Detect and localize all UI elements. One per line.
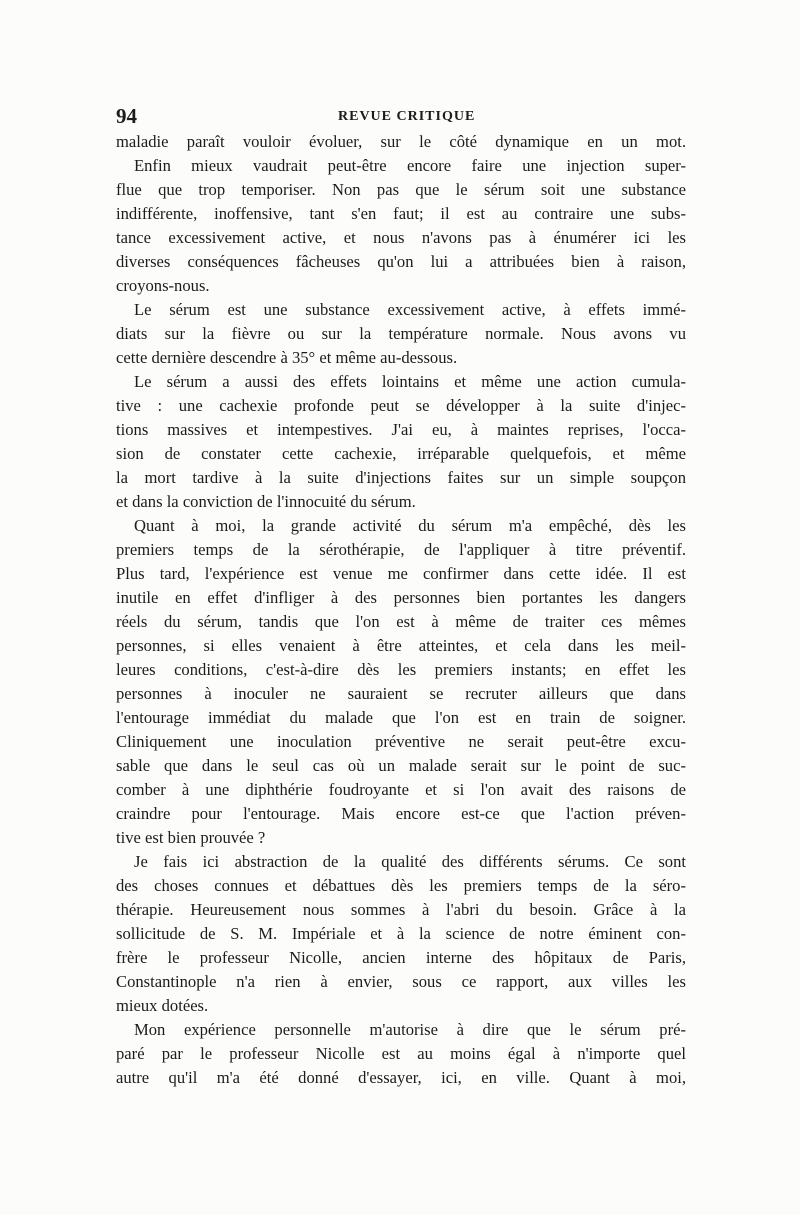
- text-line: paré par le professeur Nicolle est au moins égal à n'importe quel: [116, 1044, 686, 1063]
- journal-title: REVUE CRITIQUE: [338, 109, 476, 124]
- text-line: sollicitude de S. M. Impériale et à la science de notre éminent con-: [116, 924, 686, 943]
- text-line: frère le professeur Nicolle, ancien interne des hôpitaux de Paris,: [116, 948, 686, 967]
- page-number: 94: [116, 104, 137, 128]
- text-line: diverses conséquences fâcheuses qu'on lui a attribuées bien à raison,: [116, 252, 686, 271]
- text-line: personnes, si elles venaient à être atteintes, et cela dans les meil-: [116, 636, 686, 655]
- body-text: [116, 130, 686, 1090]
- text-line: indifférente, inoffensive, tant s'en faut; il est au contraire une subs-: [116, 204, 686, 223]
- text-line: Cliniquement une inoculation préventive ne serait peut-être excu-: [116, 732, 686, 751]
- text-line: leures conditions, c'est-à-dire dès les premiers instants; en effet les: [116, 660, 686, 679]
- text-line: craindre pour l'entourage. Mais encore est-ce que l'action préven-: [116, 804, 686, 823]
- running-head: [116, 104, 686, 128]
- text-line: diats sur la fièvre ou sur la température normale. Nous avons vu: [116, 324, 686, 343]
- text-line: des choses connues et débattues dès les premiers temps de la séro-: [116, 876, 686, 895]
- text-line: inutile en effet d'infliger à des personnes bien portantes les dangers: [116, 588, 686, 607]
- text-line: sion de constater cette cachexie, irréparable quelquefois, et même: [116, 444, 686, 463]
- text-line: Je fais ici abstraction de la qualité des différents sérums. Ce sont: [134, 852, 686, 871]
- text-line: personnes à inoculer ne sauraient se recruter ailleurs que dans: [116, 684, 686, 703]
- text-line: Le sérum a aussi des effets lointains et même une action cumula-: [134, 372, 686, 391]
- text-line: tive est bien prouvée ?: [116, 828, 266, 847]
- text-line: l'entourage immédiat du malade que l'on est en train de soigner.: [116, 708, 686, 727]
- text-line: tance excessivement active, et nous n'avons pas à énumérer ici les: [116, 228, 686, 247]
- text-line: premiers temps de la sérothérapie, de l'appliquer à titre préventif.: [116, 540, 686, 559]
- text-line: Constantinople n'a rien à envier, sous ce rapport, aux villes les: [116, 972, 686, 991]
- text-line: la mort tardive à la suite d'injections faites sur un simple soupçon: [116, 468, 686, 487]
- text-line: autre qu'il m'a été donné d'essayer, ici, en ville. Quant à moi,: [116, 1068, 686, 1087]
- text-line: réels du sérum, tandis que l'on est à même de traiter ces mêmes: [116, 612, 686, 631]
- text-line: maladie paraît vouloir évoluer, sur le côté dynamique en un mot.: [116, 132, 686, 151]
- text-line: Plus tard, l'expérience est venue me confirmer dans cette idée. Il est: [116, 564, 686, 583]
- text-line: flue que trop temporiser. Non pas que le sérum soit une substance: [116, 180, 686, 199]
- text-line: et dans la conviction de l'innocuité du sérum.: [116, 492, 416, 511]
- text-line: Le sérum est une substance excessivement active, à effets immé-: [134, 300, 686, 319]
- text-line: Enfin mieux vaudrait peut-être encore faire une injection super-: [134, 156, 686, 175]
- text-line: croyons-nous.: [116, 276, 210, 295]
- text-line: tions massives et intempestives. J'ai eu, à maintes reprises, l'occa-: [116, 420, 686, 439]
- text-line: cette dernière descendre à 35° et même au-dessous.: [116, 348, 458, 367]
- text-line: tive : une cachexie profonde peut se développer à la suite d'injec-: [116, 396, 686, 415]
- text-line: Mon expérience personnelle m'autorise à dire que le sérum pré-: [134, 1020, 686, 1039]
- text-line: comber à une diphthérie foudroyante et si l'on avait des raisons de: [116, 780, 686, 799]
- text-line: Quant à moi, la grande activité du sérum m'a empêché, dès les: [134, 516, 686, 535]
- text-line: sable que dans le seul cas où un malade serait sur le point de suc-: [116, 756, 686, 775]
- text-line: thérapie. Heureusement nous sommes à l'abri du besoin. Grâce à la: [116, 900, 686, 919]
- text-line: mieux dotées.: [116, 996, 209, 1015]
